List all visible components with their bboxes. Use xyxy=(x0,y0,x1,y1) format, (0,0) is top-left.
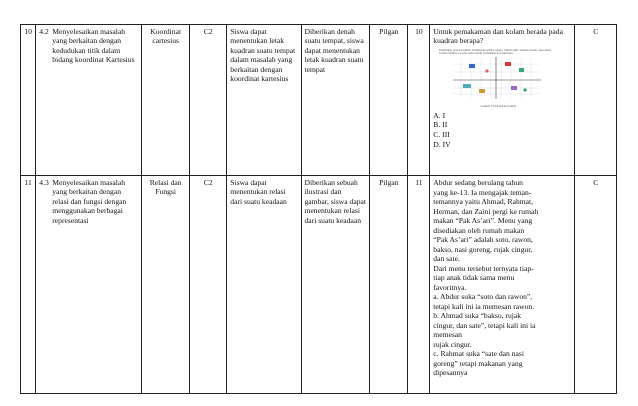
question-line: b. Ahmad suka “bakso, rujak xyxy=(433,311,522,320)
option-a: A. I xyxy=(433,110,446,120)
nomor-soal-cell: 10 xyxy=(408,25,430,176)
question-line: disediakan oleh rumah makan xyxy=(433,225,525,235)
kd-number: 4.2 xyxy=(39,27,49,36)
soal-cell xyxy=(430,25,575,176)
question-line: dipesannya xyxy=(433,368,468,377)
coordinate-map-figure xyxy=(439,49,557,109)
question-line: bakso, nasi goreng, rujak cingur, xyxy=(433,244,533,254)
question-line: temannya yaitu Ahmad, Rahmat, xyxy=(433,197,534,206)
question-line: favoritnya. xyxy=(433,282,467,292)
question-line: makan “Pak As’ari”. Menu yang xyxy=(433,216,533,225)
indikator-soal-cell: Diberikan denah suatu tempat, siswa dapat menentukan letak kuadran suatu tempat xyxy=(301,25,370,176)
table-row xyxy=(21,25,617,176)
kd-text: Menyelesaikan masalah yang berkaitan dengan kedudukan titik dalam bidang koordinat Kartesius xyxy=(52,27,135,65)
question-story xyxy=(433,178,571,378)
question-line: “Pak As’ari” adalah soto, rawon, xyxy=(433,235,533,244)
question-line: memesan xyxy=(433,330,462,339)
kd-number: 4.3 xyxy=(39,178,49,187)
coordinate-map-image xyxy=(439,56,557,100)
kisi-kisi-table xyxy=(20,24,617,394)
option-d: D. IV xyxy=(433,139,451,149)
indikator-cell: Siswa dapat menentukan letak kuadran suatu tempat dalam masalah yang berkaitan dengan koordinat kartesius xyxy=(227,25,301,176)
figure-label: Gambar 2.9 Denah Koordinat xyxy=(480,104,517,109)
table-row xyxy=(21,176,617,394)
question-line: yang ke-13. Ia mengajak teman- xyxy=(433,187,532,197)
question-line: tiap anak tidak sama menu xyxy=(433,273,515,282)
question-line: tetapi kali ini ia memesan rawon. xyxy=(433,301,535,311)
bentuk-soal-cell: Pilgan xyxy=(370,176,408,394)
kunci-jawaban-cell: C xyxy=(575,25,617,176)
question-line: Dari menu tersebut ternyata tiap- xyxy=(433,263,534,273)
question-line: c. Rahmat suka “sate dan nasi xyxy=(433,349,524,358)
question-line: goreng” tetapi makanan yang xyxy=(433,358,523,368)
answer-options xyxy=(433,111,571,149)
question-line: dan sate. xyxy=(433,254,460,263)
option-b: B. II xyxy=(433,120,448,130)
nomor-soal-cell: 11 xyxy=(408,176,430,394)
kd-text: Menyelesaikan masalah yang berkaitan dengan relasi dan fungsi dengan menggunakan berbagai representasi xyxy=(52,178,127,225)
question-line: Abdur sedang berulang tahun xyxy=(433,178,523,187)
indikator-soal-cell: Diberikan sebuah ilustrasi dan gambar, siswa dapat menentukan relasi dari suatu keadaan xyxy=(301,176,370,394)
question-line: a. Abdur suka “soto dan rawon”, xyxy=(433,292,533,301)
level-cell: C2 xyxy=(190,25,227,176)
indikator-cell: Siswa dapat menentukan relasi dari suatu keadaan xyxy=(227,176,301,394)
option-c: C. III xyxy=(433,130,450,139)
question-text: Untuk pemakaman dan kolam berada pada kuadran berapa? xyxy=(433,27,563,46)
question-line: rujak cingur. xyxy=(433,339,472,349)
row-number: 10 xyxy=(21,25,36,176)
kunci-jawaban-cell: C xyxy=(575,176,617,394)
kompetensi-dasar-cell xyxy=(36,176,142,394)
bentuk-soal-cell: Pilgan xyxy=(370,25,408,176)
materi-cell: Relasi dan Fungsi xyxy=(142,176,190,394)
figure-caption: Perhatikan peta koordinat! Tuliskan koordinat gereja, rumah sakit, stasiun, kolam, dan taman. Untuk membaca posisi suatu benda, perhatikan koordinatnya. xyxy=(439,47,552,56)
materi-cell: Koordinat cartesius xyxy=(142,25,190,176)
question-line: Herman, dan Zaini pergi ke rumah xyxy=(433,206,539,216)
kompetensi-dasar-cell xyxy=(36,25,142,176)
question-line: cingur, dan sate”, tetapi kali ini ia xyxy=(433,320,536,330)
soal-cell xyxy=(430,176,575,394)
level-cell: C2 xyxy=(190,176,227,394)
row-number: 11 xyxy=(21,176,36,394)
